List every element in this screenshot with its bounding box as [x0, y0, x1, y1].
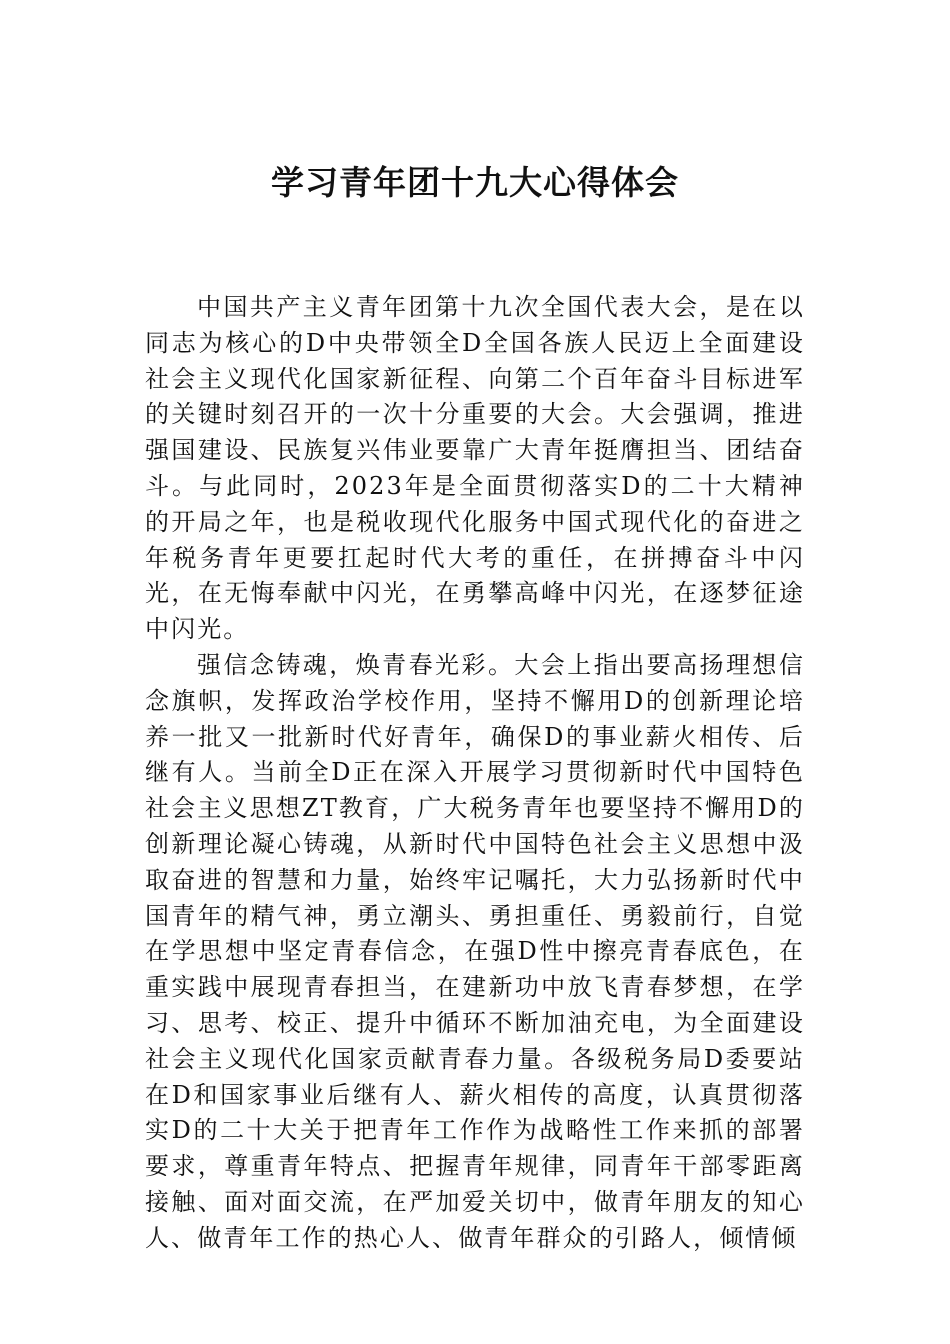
document-body [145, 290, 805, 1257]
paragraph-2: 强信念铸魂，焕青春光彩。大会上指出要高扬理想信念旗帜，发挥政治学校作用，坚持不懈用D的创新理论培养一批又一批新时代好青年，确保D的事业薪火相传、后继有人。当前全D正在深入开展学习贯彻新时代中国特色社会主义思想ZT教育，广大税务青年也要坚持不懈用D的创新理论凝心铸魂，从新时代中国特色社会主义思想中汲取奋进的智慧和力量，始终牢记嘱托，大力弘扬新时代中国青年的精气神，勇立潮头、勇担重任、勇毅前行，自觉在学思想中坚定青春信念，在强D性中擦亮青春底色，在重实践中展现青春担当，在建新功中放飞青春梦想，在学习、思考、校正、提升中循环不断加油充电，为全面建设社会主义现代化国家贡献青春力量。各级税务局D委要站在D和国家事业后继有人、薪火相传的高度，认真贯彻落实D的二十大关于把青年工作作为战略性工作来抓的部署要求，尊重青年特点、把握青年规律，同青年干部零距离接触、面对面交流，在严加爱关切中，做青年朋友的知心人、做青年工作的热心人、做青年群众的引路人，倾情倾 [145, 650, 805, 1252]
document-title: 学习青年团十九大心得体会 [271, 163, 679, 202]
paragraph-1: 中国共产主义青年团第十九次全国代表大会，是在以同志为核心的D中央带领全D全国各族人民迈上全面建设社会主义现代化国家新征程、向第二个百年奋斗目标进军的关键时刻召开的一次十分重要的大会。大会强调，推进强国建设、民族复兴伟业要靠广大青年挺膺担当、团结奋斗。与此同时，2023年是全面贯彻落实D的二十大精神的开局之年，也是税收现代化服务中国式现代化的奋进之年税务青年更要扛起时代大考的重任，在拼搏奋斗中闪光，在无悔奉献中闪光，在勇攀高峰中闪光，在逐梦征途中闪光。 [145, 293, 805, 644]
